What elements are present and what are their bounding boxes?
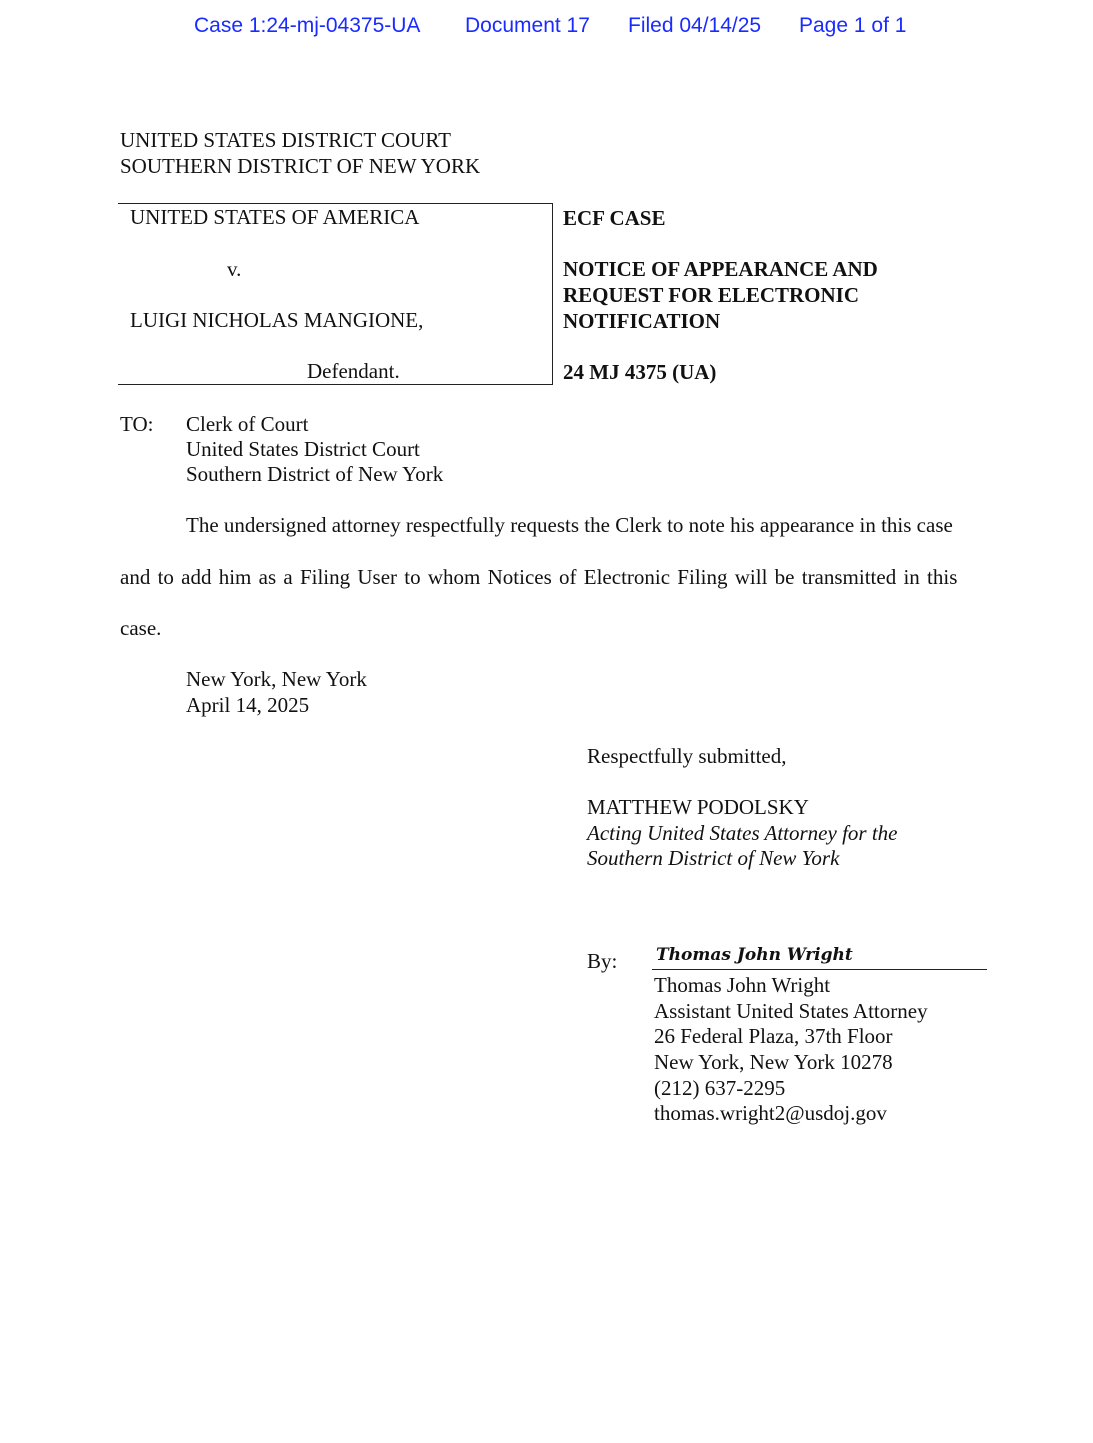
signer-email: thomas.wright2@usdoj.gov: [654, 1101, 887, 1125]
body-paragraph-line3: case.: [120, 616, 162, 640]
body-paragraph-line2: and to add him as a Filing User to whom Notices of Electronic Filing will be transmitted in this: [120, 565, 958, 589]
handwritten-signature-text: Thomas John Wright: [656, 945, 853, 965]
closing-phrase: Respectfully submitted,: [587, 744, 787, 768]
document-title-line1: NOTICE OF APPEARANCE AND: [563, 257, 878, 281]
to-recipient-line2: United States District Court: [186, 437, 420, 461]
ecf-case-label: ECF CASE: [563, 206, 666, 230]
court-name: UNITED STATES DISTRICT COURT: [120, 128, 451, 152]
document-title-line2: REQUEST FOR ELECTRONIC: [563, 283, 860, 307]
to-recipient-line1: Clerk of Court: [186, 412, 309, 436]
signer-address-line1: 26 Federal Plaza, 37th Floor: [654, 1024, 893, 1048]
stamp-filed-date: Filed 04/14/25: [628, 14, 762, 37]
caption-defendant-label: Defendant.: [307, 359, 400, 383]
stamp-page-number: Page 1 of 1: [799, 14, 907, 37]
document-title-line3: NOTIFICATION: [563, 309, 721, 333]
to-label: TO:: [120, 412, 154, 436]
signer-role: Assistant United States Attorney: [654, 999, 928, 1023]
signer-phone: (212) 637-2295: [654, 1076, 786, 1100]
dateline-date: April 14, 2025: [186, 693, 310, 717]
caption-box: [118, 203, 553, 385]
signature-line: [652, 969, 987, 970]
signer-address-line2: New York, New York 10278: [654, 1050, 893, 1074]
caption-plaintiff: UNITED STATES OF AMERICA: [130, 205, 420, 229]
by-label: By:: [587, 949, 618, 973]
us-attorney-title-line2: Southern District of New York: [587, 846, 840, 870]
body-paragraph-line1: The undersigned attorney respectfully requests the Clerk to note his appearance in this case: [186, 513, 953, 537]
stamp-case-number: Case 1:24-mj-04375-UA: [194, 14, 421, 37]
handwritten-signature: [656, 938, 853, 968]
signer-name: Thomas John Wright: [654, 973, 831, 997]
us-attorney-title-line1: Acting United States Attorney for the: [587, 821, 898, 845]
docket-number: 24 MJ 4375 (UA): [563, 360, 717, 384]
caption-versus: v.: [227, 257, 242, 281]
caption-defendant-name: LUIGI NICHOLAS MANGIONE,: [130, 308, 424, 332]
stamp-document-number: Document 17: [465, 14, 590, 37]
court-district: SOUTHERN DISTRICT OF NEW YORK: [120, 154, 481, 178]
dateline-place: New York, New York: [186, 667, 367, 691]
us-attorney-name: MATTHEW PODOLSKY: [587, 795, 809, 819]
to-recipient-line3: Southern District of New York: [186, 462, 444, 486]
